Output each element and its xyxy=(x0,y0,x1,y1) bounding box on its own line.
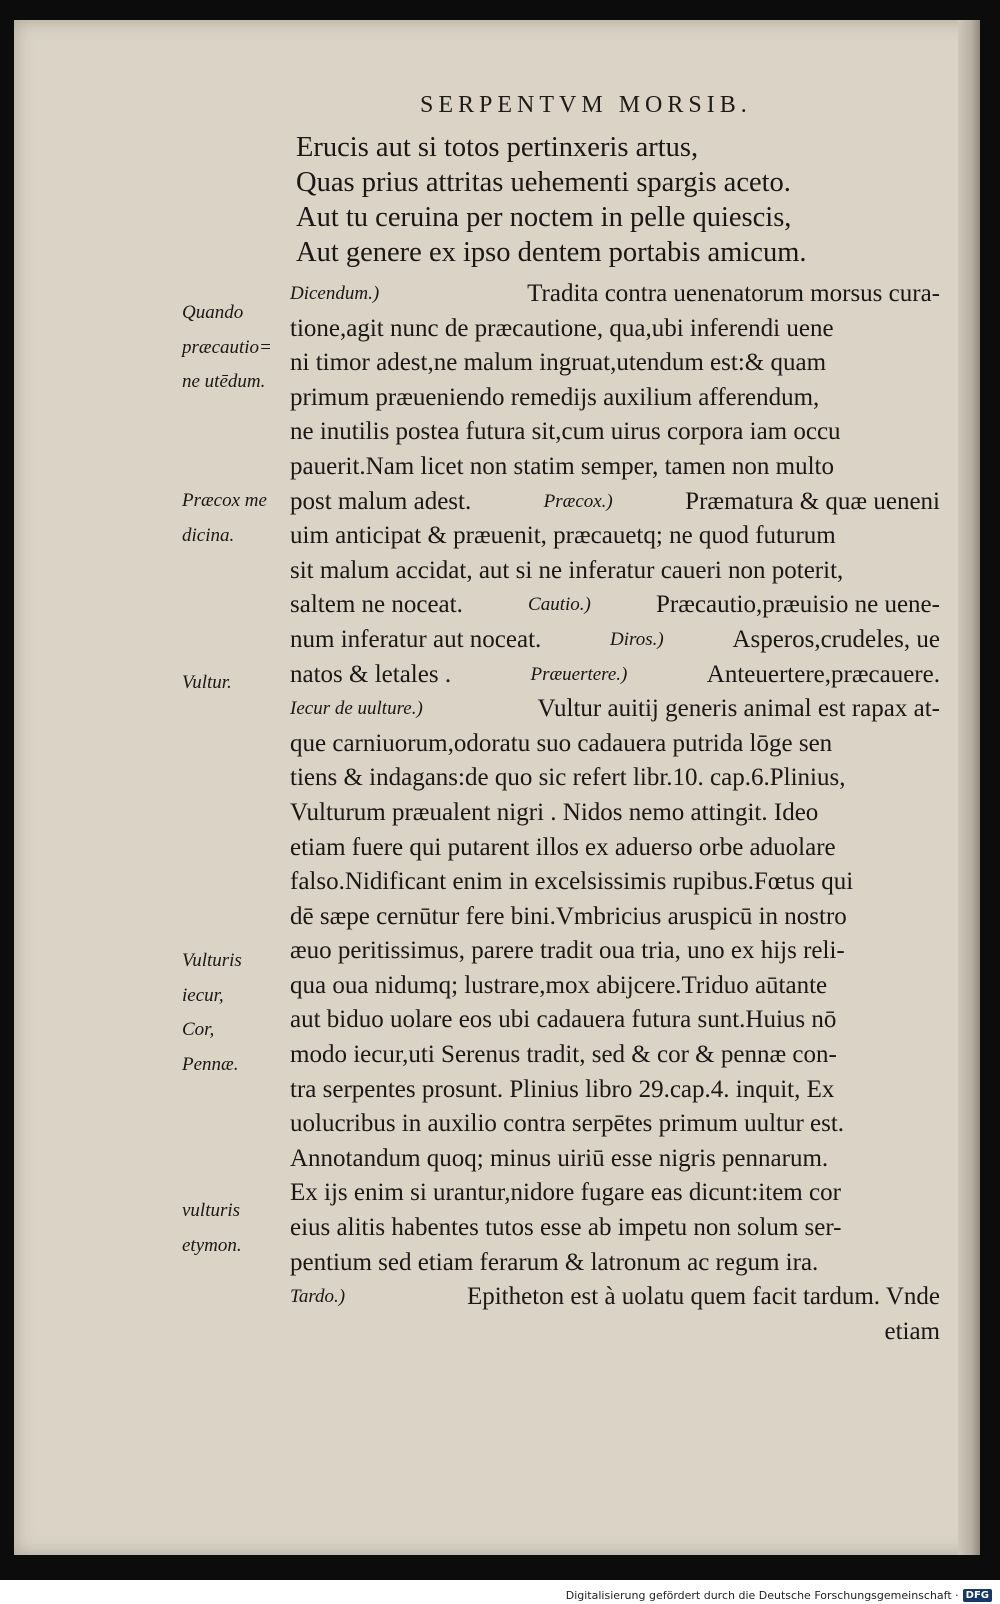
margin-note: vulturis etymon. xyxy=(182,1200,242,1256)
text-line: modo iecur,uti Serenus tradit, sed & cor & pennæ con- xyxy=(290,1041,837,1069)
text-line: ni timor adest,ne malum ingruat,utendum est:& quam xyxy=(290,349,827,377)
text-line: uim anticipat & præuenit, præcauetq; ne quod futurum xyxy=(290,522,836,550)
text-line: pauerit.Nam licet non statim semper, tamen non multo xyxy=(290,452,835,480)
lemma: Tardo.) xyxy=(290,1286,346,1308)
running-head: SERPENTVM MORSIB. xyxy=(420,92,752,118)
verse-line: Quas prius attritas uehementi spargis aceto. xyxy=(296,167,791,198)
text-line: ne inutilis postea futura sit,cum uirus corpora iam occu xyxy=(290,418,841,446)
text-line: tione,agit nunc de præcautione, qua,ubi inferendi uene xyxy=(290,314,834,342)
text-line: dē sæpe cernūtur fere bini.Vmbricius aruspicū in nostro xyxy=(290,902,847,930)
dfg-logo-icon: DFG xyxy=(963,1589,992,1602)
verse-line: Aut genere ex ipso dentem portabis amicum. xyxy=(296,237,807,268)
catchword: etiam xyxy=(884,1317,940,1345)
text-line: qua oua nidumq; lustrare,mox abijcere.Triduo aūtante xyxy=(290,971,828,999)
text-line: eius alitis habentes tutos esse ab impetu non solum ser- xyxy=(290,1214,842,1242)
text-line: sit malum accidat, aut si ne inferatur caueri non poterit, xyxy=(290,556,844,584)
page-edge xyxy=(958,20,980,1555)
text-line: saltem ne noceat. Cautio.) Præcautio,præuisio ne uene- xyxy=(290,588,940,623)
commentary-text xyxy=(290,277,940,1349)
text-line: æuo peritissimus, parere tradit oua tria, uno ex hijs reli- xyxy=(290,937,845,965)
lemma: Præuertere.) xyxy=(530,663,628,685)
text-line: num inferatur aut noceat. Diros.) Asperos,crudeles, ue xyxy=(290,623,940,658)
text-line: Iecur de uulture.) Vultur auitij generis animal est rapax at- xyxy=(290,692,940,727)
text-line: tiens & indagans:de quo sic refert libr.10. cap.6.Plinius, xyxy=(290,764,846,792)
text-line: que carniuorum,odoratu suo cadauera putrida lōge sen xyxy=(290,729,833,757)
margin-note: Præcox me dicina. xyxy=(182,490,267,546)
verse-line: Aut tu ceruina per noctem in pelle quiescis, xyxy=(296,202,792,233)
text-line: falso.Nidificant enim in excelsissimis rupibus.Fœtus qui xyxy=(290,868,854,896)
text-line: Ex ijs enim si urantur,nidore fugare eas dicunt:item cor xyxy=(290,1179,841,1207)
text-line: aut biduo uolare eos ubi cadauera futura sunt.Huius nō xyxy=(290,1006,837,1034)
text-line: Vulturum præualent nigri . Nidos nemo attingit. Ideo xyxy=(290,798,819,826)
text-line: Dicendum.) Tradita contra uenenatorum morsus cura- xyxy=(290,277,940,312)
text-line: etiam fuere qui putarent illos ex aduerso orbe aduolare xyxy=(290,833,836,861)
footer-text: Digitalisierung gefördert durch die Deutsche Forschungsgemeinschaft · xyxy=(565,1589,959,1602)
verse-block xyxy=(296,130,916,270)
lemma: Cautio.) xyxy=(528,594,591,616)
text-line: natos & letales . Præuertere.) Anteuertere,præcauere. xyxy=(290,658,940,693)
margin-note: Quando præcautio= ne utēdum. xyxy=(182,302,272,393)
verse-line: Erucis aut si totos pertinxeris artus, xyxy=(296,132,699,163)
lemma: Iecur de uulture.) xyxy=(290,698,423,720)
text-line: primum præueniendo remedijs auxilium afferendum, xyxy=(290,383,820,411)
lemma: Præcox.) xyxy=(543,490,613,512)
text-line: post malum adest. Præcox.) Præmatura & quæ ueneni xyxy=(290,485,940,520)
text-line: Tardo.) Epitheton est à uolatu quem facit tardum. Vnde xyxy=(290,1280,940,1315)
lemma: Diros.) xyxy=(610,628,664,650)
footer-credit xyxy=(566,1589,992,1602)
text-line: pentium sed etiam ferarum & latronum ac regum ira. xyxy=(290,1248,819,1276)
text-line: tra serpentes prosunt. Plinius libro 29.cap.4. inquit, Ex xyxy=(290,1075,835,1103)
margin-note: Vultur. xyxy=(182,672,232,693)
text-line: Annotandum quoq; minus uiriū esse nigris pennarum. xyxy=(290,1144,829,1172)
text-line: uolucribus in auxilio contra serpētes primum uultur est. xyxy=(290,1110,845,1138)
margin-note: Vulturis iecur, Cor, Pennæ. xyxy=(182,950,242,1075)
lemma: Dicendum.) xyxy=(290,283,380,304)
